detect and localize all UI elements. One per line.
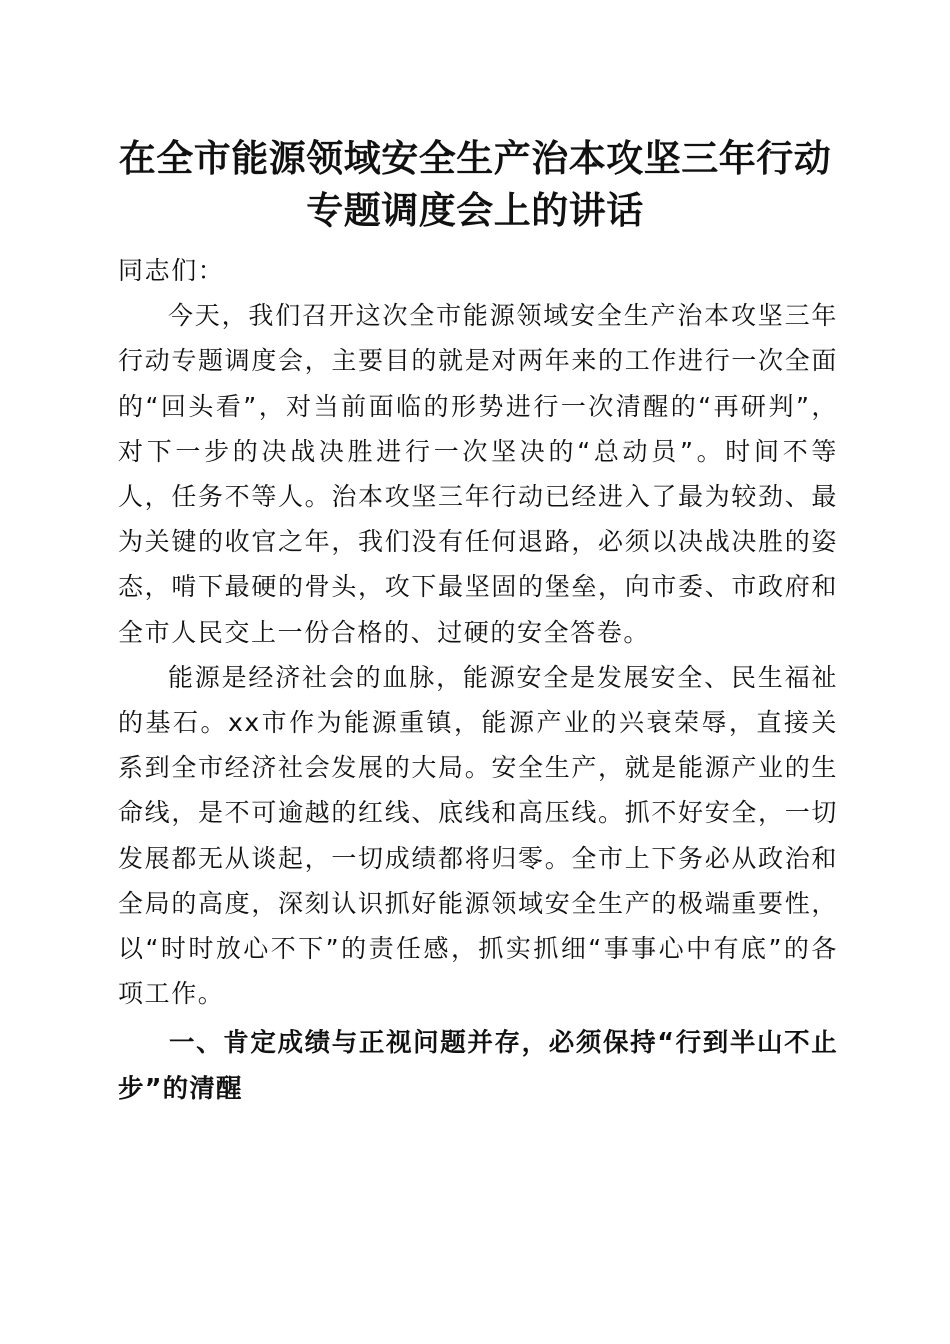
salutation: 同志们： [118,256,225,285]
document-title: 在全市能源领域安全生产治本攻坚三年行动专题调度会上的讲话 [118,136,832,232]
paragraph-opening: 今天，我们召开这次全市能源领域安全生产治本攻坚三年行动专题调度会，主要目的就是对两年来的工作进行一次全面的“回头看”，对当前面临的形势进行一次清醒的“再研判”，对下一步的决战决胜进行一次坚决的“总动员”。时间不等人，任务不等人。治本攻坚三年行动已经进入了最为较劲、最为关键的收官之年，我们没有任何退路，必须以决战决胜的姿态，啃下最硬的骨头，攻下最坚固的堡垒，向市委、市政府和全市人民交上一份合格的、过硬的安全答卷。 [118,301,838,647]
paragraph-energy-security: 能源是经济社会的血脉，能源安全是发展安全、民生福祉的基石。xx市作为能源重镇，能源产业的兴衰荣辱，直接关系到全市经济社会发展的大局。安全生产，就是能源产业的生命线，是不可逾越的红线、底线和高压线。抓不好安全，一切发展都无从谈起，一切成绩都将归零。全市上下务必从政治和全局的高度，深刻认识抓好能源领域安全生产的极端重要性，以“时时放心不下”的责任感，抓实抓细“事事心中有底”的各项工作。 [118,662,838,1009]
document-body [118,248,838,1112]
section-heading: 一、肯定成绩与正视问题并存，必须保持“行到半山不止步”的清醒 [118,1028,838,1105]
